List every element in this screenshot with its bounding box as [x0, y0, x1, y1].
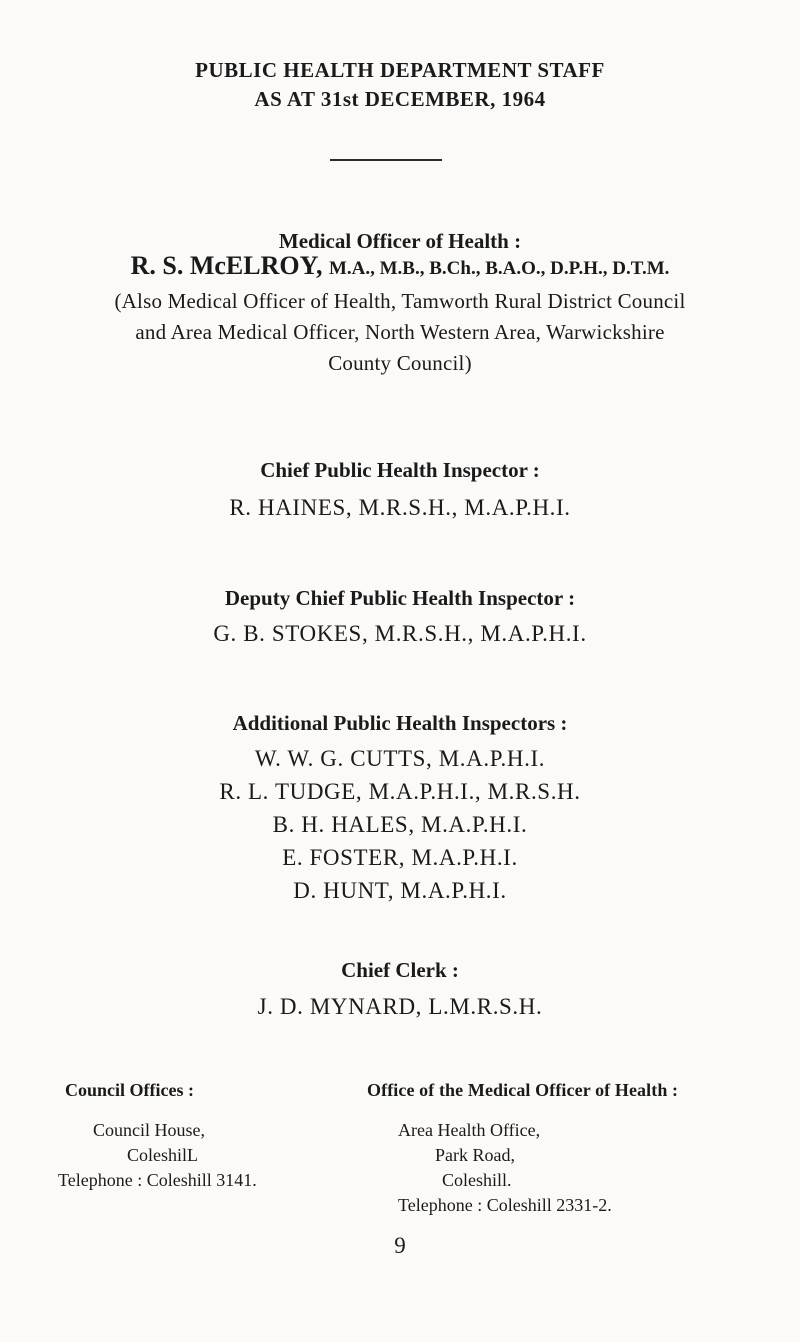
chief-phi-name: R. HAINES, M.R.S.H., M.A.P.H.I.	[229, 495, 571, 520]
additional-phi-heading: Additional Public Health Inspectors :	[232, 711, 568, 735]
additional-phi-name: W. W. G. CUTTS, M.A.P.H.I.	[254, 746, 546, 771]
council-offices-heading: Council Offices :	[65, 1080, 194, 1100]
moh-office-heading: Office of the Medical Officer of Health :	[367, 1080, 679, 1100]
additional-phi-name: E. FOSTER, M.A.P.H.I.	[282, 845, 518, 870]
moh-office-line: Telephone : Coleshill 2331-2.	[398, 1195, 612, 1215]
moh-note-line-1: (Also Medical Officer of Health, Tamworth Rural District Council	[114, 289, 686, 313]
deputy-phi-name: G. B. STOKES, M.R.S.H., M.A.P.H.I.	[213, 621, 587, 646]
additional-phi-name: D. HUNT, M.A.P.H.I.	[293, 878, 507, 903]
moh-qualifications: M.A., M.B., B.Ch., B.A.O., D.P.H., D.T.M.	[328, 258, 670, 279]
deputy-phi-heading: Deputy Chief Public Health Inspector :	[224, 586, 576, 610]
moh-office-line: Area Health Office,	[398, 1120, 541, 1140]
council-offices-line: Council House,	[93, 1120, 205, 1140]
moh-office-line: Park Road,	[435, 1145, 515, 1165]
moh-name-line	[0, 251, 800, 281]
additional-phi-name: B. H. HALES, M.A.P.H.I.	[272, 812, 528, 837]
moh-note-line-2: and Area Medical Officer, North Western Area, Warwickshire	[135, 320, 665, 344]
council-offices-line: Telephone : Coleshill 3141.	[58, 1170, 257, 1190]
moh-name: R. S. McELROY,	[130, 251, 323, 280]
chief-phi-heading: Chief Public Health Inspector :	[260, 458, 540, 482]
moh-office-line: Coleshill.	[442, 1170, 512, 1190]
chief-clerk-heading: Chief Clerk :	[341, 958, 459, 982]
chief-clerk-name: J. D. MYNARD, L.M.R.S.H.	[257, 994, 543, 1019]
additional-phi-name: R. L. TUDGE, M.A.P.H.I., M.R.S.H.	[219, 779, 581, 804]
page-title-line-2: AS AT 31st DECEMBER, 1964	[254, 87, 546, 111]
page-title-line-1: PUBLIC HEALTH DEPARTMENT STAFF	[195, 58, 605, 82]
title-divider	[330, 159, 442, 161]
moh-note-line-3: County Council)	[328, 351, 472, 375]
page-number: 9	[394, 1233, 406, 1258]
council-offices-line: ColeshilL	[127, 1145, 198, 1165]
moh-heading: Medical Officer of Health :	[278, 229, 522, 253]
